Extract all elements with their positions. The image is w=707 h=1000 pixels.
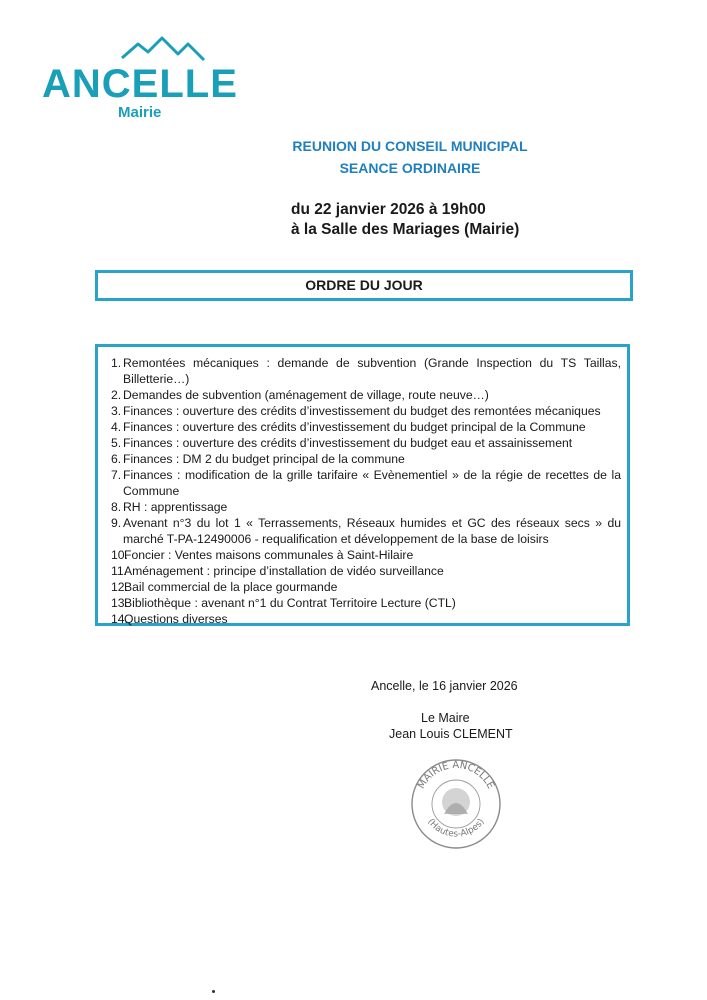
agenda-item xyxy=(111,355,621,387)
agenda-number: 6. xyxy=(111,452,122,466)
agenda-number: 9. xyxy=(111,516,122,530)
agenda-number: 1. xyxy=(111,356,122,370)
agenda-item xyxy=(111,611,621,627)
stamp-bottom-text: (Hautes-Alpes) xyxy=(425,817,487,840)
agenda-text: Avenant n°3 du lot 1 « Terrassements, Réseaux humides et GC des réseaux secs » du marché T-PA-12490006 - requalification et développement de la base de loisirs xyxy=(123,516,621,547)
stamp-seal-icon xyxy=(408,758,504,850)
agenda-number: 8. xyxy=(111,500,122,514)
agenda-text: Questions diverses xyxy=(124,612,228,626)
stamp-top-text: MAIRIE ANCELLE xyxy=(415,759,497,791)
agenda-text: Finances : ouverture des crédits d’investissement du budget principal de la Commune xyxy=(123,420,586,434)
agenda-item xyxy=(111,547,621,563)
heading-council: REUNION DU CONSEIL MUNICIPAL xyxy=(292,138,528,154)
agenda-item xyxy=(111,419,621,435)
agenda-number: 5. xyxy=(111,436,122,450)
agenda-text: Finances : ouverture des crédits d’investissement du budget eau et assainissement xyxy=(123,436,573,450)
meeting-place: à la Salle des Mariages (Mairie) xyxy=(291,221,520,238)
order-title-box xyxy=(95,270,633,301)
agenda-text: Finances : ouverture des crédits d’investissement du budget des remontées mécaniques xyxy=(123,404,601,418)
agenda-number: 4. xyxy=(111,420,122,434)
agenda-number: 2. xyxy=(111,388,122,402)
heading-session: SEANCE ORDINAIRE xyxy=(339,160,481,176)
agenda-box xyxy=(95,344,630,626)
order-title: ORDRE DU JOUR xyxy=(305,277,423,293)
agenda-item xyxy=(111,435,621,451)
agenda-item xyxy=(111,579,621,595)
agenda-text: Finances : modification de la grille tarifaire « Evènementiel » de la régie de recettes de la Commune xyxy=(123,468,621,499)
signature-place-date: Ancelle, le 16 janvier 2026 xyxy=(371,679,518,693)
svg-text:MAIRIE ANCELLE xyxy=(416,760,496,791)
agenda-number: 12. xyxy=(111,580,128,594)
ancelle-logo xyxy=(40,36,250,126)
logo-subtitle: Mairie xyxy=(118,104,162,121)
agenda-item xyxy=(111,499,621,515)
agenda-item xyxy=(111,403,621,419)
agenda-text: Bibliothèque : avenant n°1 du Contrat Territoire Lecture (CTL) xyxy=(124,596,456,610)
logo-name: ANCELLE xyxy=(42,62,238,106)
agenda-number: 10. xyxy=(111,548,128,562)
agenda-text: RH : apprentissage xyxy=(123,500,228,514)
agenda-text: Demandes de subvention (aménagement de village, route neuve…) xyxy=(123,388,489,402)
agenda-text: Foncier : Ventes maisons communales à Saint-Hilaire xyxy=(124,548,414,562)
agenda-text: Finances : DM 2 du budget principal de la commune xyxy=(123,452,405,466)
agenda-number: 11. xyxy=(111,564,128,578)
scan-speck xyxy=(212,990,215,993)
agenda-item xyxy=(111,451,621,467)
agenda-number: 14. xyxy=(111,612,128,626)
agenda-item xyxy=(111,515,621,547)
agenda-text: Aménagement : principe d’installation de vidéo surveillance xyxy=(124,564,444,578)
signature-name: Jean Louis CLEMENT xyxy=(389,727,513,741)
agenda-item xyxy=(111,595,621,611)
agenda-item xyxy=(111,467,621,499)
mairie-stamp xyxy=(408,758,504,855)
agenda-text: Remontées mécaniques : demande de subvention (Grande Inspection du TS Taillas, Billetterie…) xyxy=(123,356,621,387)
signature-title: Le Maire xyxy=(421,711,470,725)
agenda-number: 3. xyxy=(111,404,122,418)
meeting-date: du 22 janvier 2026 à 19h00 xyxy=(291,201,486,218)
agenda-number: 7. xyxy=(111,468,122,482)
agenda-number: 13. xyxy=(111,596,128,610)
agenda-text: Bail commercial de la place gourmande xyxy=(124,580,338,594)
agenda-item xyxy=(111,563,621,579)
agenda-item xyxy=(111,387,621,403)
